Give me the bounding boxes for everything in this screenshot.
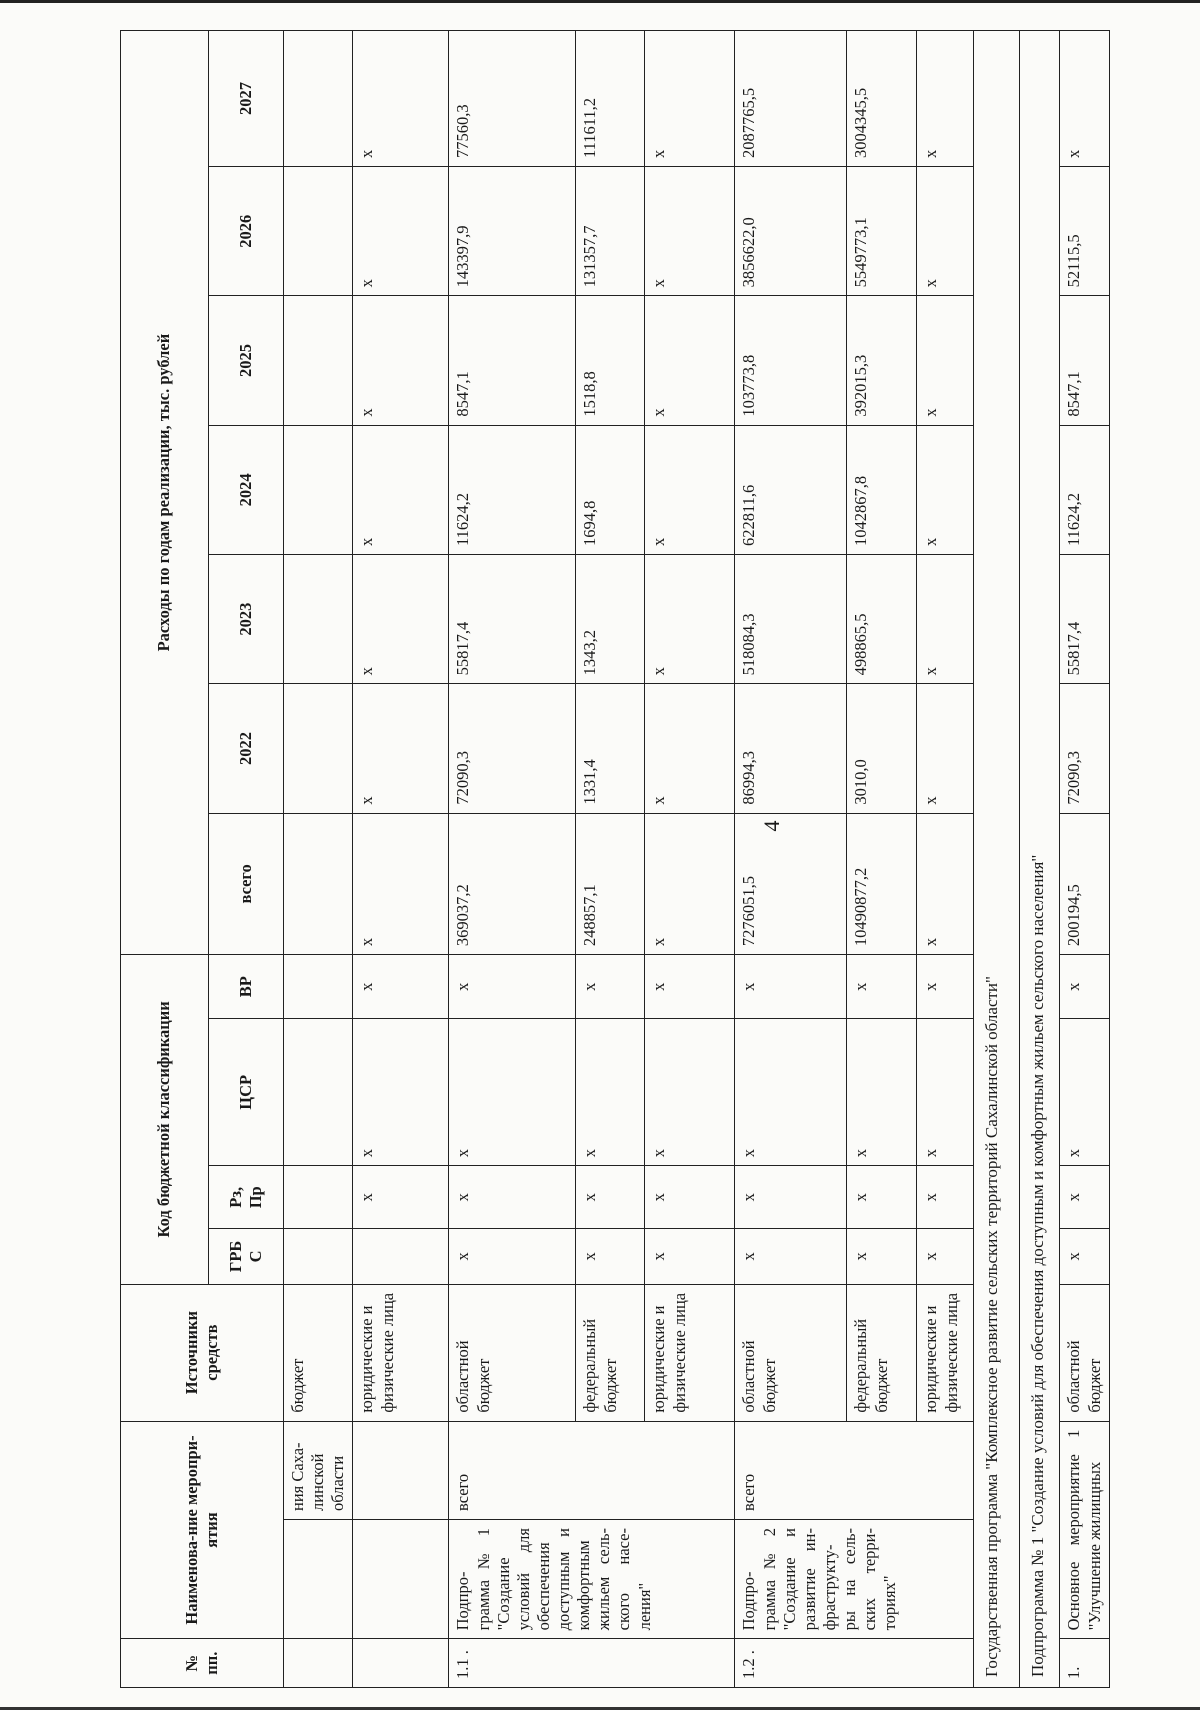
cell-csr: x [735,1019,847,1166]
cell-year-value: x [645,555,735,684]
cell-year-value: 2087765,5 [735,31,847,167]
cell-vr: x [735,955,847,1019]
table-row [449,31,576,1688]
cell-rzpr: x [735,1166,847,1229]
cell-source: областной бюджет [449,1284,576,1421]
cell-csr: x [1060,1019,1109,1166]
cell-year-value: 518084,3 [735,555,847,684]
col-header-num: № пп. [121,1639,284,1688]
table-row [735,31,847,1688]
cell-csr: x [449,1019,576,1166]
cell-year-value: 103773,8 [735,296,847,425]
cell-year-value: 143397,9 [449,167,576,296]
cell-source: юридические и физические лица [645,1284,735,1421]
cell-year-value: 3856622,0 [735,167,847,296]
cell-csr: x [847,1019,917,1166]
cell-vr: x [353,955,449,1019]
cell-total: 369037,2 [449,813,576,954]
cell-year-value: 131357,7 [576,167,645,296]
cell-year-value: x [645,167,735,296]
cell-year-value: x [917,555,974,684]
cell-year-value: x [917,425,974,554]
cell-year-value: 5549773,1 [847,167,917,296]
col-header-year: 2026 [209,167,284,296]
cell-vr: x [1060,955,1109,1019]
cell-year-value: 3004345,5 [847,31,917,167]
cell-executor: ния Саха-линской области [284,1421,353,1519]
rotated-table-container [120,30,1104,1688]
cell-source: областной бюджет [1060,1284,1109,1421]
cell-total: 200194,5 [1060,813,1109,954]
cell-vr: x [449,955,576,1019]
cell-rzpr: x [645,1166,735,1229]
col-header-total: всего [209,813,284,954]
cell-year-value: 52115,5 [1060,167,1109,296]
cell-csr: x [353,1019,449,1166]
cell-year-value: 55817,4 [449,555,576,684]
cell-year-value: 72090,3 [1060,684,1109,813]
program-title: Государственная программа "Комплексное развитие сельских территорий Сахалинской области" [974,31,1020,1688]
cell-name: Подпро-грамма № 2 "Создание и развитие ин-фраструкту-ры на сель-ских терри-ториях" [735,1520,974,1639]
cell-year-value: 72090,3 [449,684,576,813]
cell-total: x [353,813,449,954]
cell-csr: x [917,1019,974,1166]
cell-source: бюджет [284,1284,353,1421]
cell-year-value: 111611,2 [576,31,645,167]
cell-year-value: x [353,31,449,167]
cell-csr: x [645,1019,735,1166]
col-header-year: 2027 [209,31,284,167]
cell-year-value: 55817,4 [1060,555,1109,684]
cell-grbs: x [847,1229,917,1284]
cell-year-value: 392015,3 [847,296,917,425]
cell-year-value: x [645,684,735,813]
cell-total: x [645,813,735,954]
cell-year-value: 8547,1 [449,296,576,425]
program-title-row [974,31,1020,1688]
subprogram-title: Подпрограмма № 1 "Создание условий для обеспечения доступным и комфортным жильем сельского населения" [1020,31,1060,1688]
cell-rzpr: x [847,1166,917,1229]
cell-grbs: x [1060,1229,1109,1284]
cell-executor: всего [449,1421,735,1519]
cell-source: федеральный бюджет [847,1284,917,1421]
cell-year-value: 1343,2 [576,555,645,684]
cell-grbs [353,1229,449,1284]
cell-rzpr: x [353,1166,449,1229]
col-header-vr: ВР [209,955,284,1019]
cell-year-value: x [917,684,974,813]
cell-year-value: 3010,0 [847,684,917,813]
cell-rzpr: x [576,1166,645,1229]
cell-source: юридические и физические лица [917,1284,974,1421]
cell-year-value: 77560,3 [449,31,576,167]
col-header-sources: Источники средств [121,1284,284,1421]
col-header-year: 2022 [209,684,284,813]
cell-year-value: x [645,31,735,167]
cell-year-value: x [1060,31,1109,167]
cell-year-value: x [917,296,974,425]
cell-csr: x [576,1019,645,1166]
cell-total: 7276051,5 [735,813,847,954]
col-header-year: 2025 [209,296,284,425]
col-header-year: 2023 [209,555,284,684]
col-header-name: Наименова-ние меропри-ятия [121,1421,284,1639]
cell-total: 10490877,2 [847,813,917,954]
cell-year-value: x [353,555,449,684]
cell-year-value: 1518,8 [576,296,645,425]
col-header-code-group: Код бюджетной классификации [121,955,209,1284]
cell-year-value: 8547,1 [1060,296,1109,425]
page-number: 4 [759,820,784,832]
cell-year-value: x [353,684,449,813]
col-header-grbs: ГРБ С [209,1229,284,1284]
cell-year-value: x [645,296,735,425]
cell-year-value: 1042867,8 [847,425,917,554]
col-header-expenses-group: Расходы по годам реализации, тыс. рублей [121,31,209,955]
table-row [1060,31,1109,1688]
table-row [284,31,353,1688]
cell-year-value: 498865,5 [847,555,917,684]
col-header-csr: ЦСР [209,1019,284,1166]
cell-source: областной бюджет [735,1284,847,1421]
cell-year-value: x [917,31,974,167]
cell-year-value: 622811,6 [735,425,847,554]
subprogram-title-row [1020,31,1060,1688]
cell-grbs: x [917,1229,974,1284]
budget-table [120,30,1110,1688]
header-row-1 [121,31,209,1688]
cell-year-value: 86994,3 [735,684,847,813]
cell-year-value: 11624,2 [449,425,576,554]
cell-vr: x [917,955,974,1019]
cell-total: x [917,813,974,954]
cell-grbs: x [449,1229,576,1284]
cell-name [284,1520,353,1639]
cell-year-value: 1331,4 [576,684,645,813]
cell-year-value: 1694,8 [576,425,645,554]
cell-num [284,1639,353,1688]
cell-year-value: x [353,296,449,425]
col-header-rzpr: Рз, Пр [209,1166,284,1229]
cell-num: 1. [1060,1639,1109,1688]
scan-edge-top [0,0,1200,3]
cell-year-value: x [645,425,735,554]
cell-executor: всего [735,1421,974,1519]
cell-num: 1.1 . [449,1639,735,1688]
cell-vr: x [645,955,735,1019]
cell-name: Подпро-грамма № 1 "Создание условий для обеспечения доступным и комфортным жильем сель-ского насе-ления" [449,1520,735,1639]
cell-grbs: x [576,1229,645,1284]
cell-grbs: x [735,1229,847,1284]
cell-total: 248857,1 [576,813,645,954]
cell-name: Основное мероприятие 1 "Улучшение жилищных [1060,1421,1109,1639]
cell-year-value: x [353,425,449,554]
cell-year-value: 11624,2 [1060,425,1109,554]
cell-rzpr: x [449,1166,576,1229]
cell-grbs: x [645,1229,735,1284]
table-row [353,31,449,1688]
cell-rzpr: x [1060,1166,1109,1229]
cell-num: 1.2 . [735,1639,974,1688]
cell-rzpr: x [917,1166,974,1229]
cell-source: юридические и физические лица [353,1284,449,1421]
cell-year-value: x [917,167,974,296]
cell-source: федеральный бюджет [576,1284,645,1421]
cell-vr: x [576,955,645,1019]
cell-vr: x [847,955,917,1019]
cell-year-value: x [353,167,449,296]
col-header-year: 2024 [209,425,284,554]
